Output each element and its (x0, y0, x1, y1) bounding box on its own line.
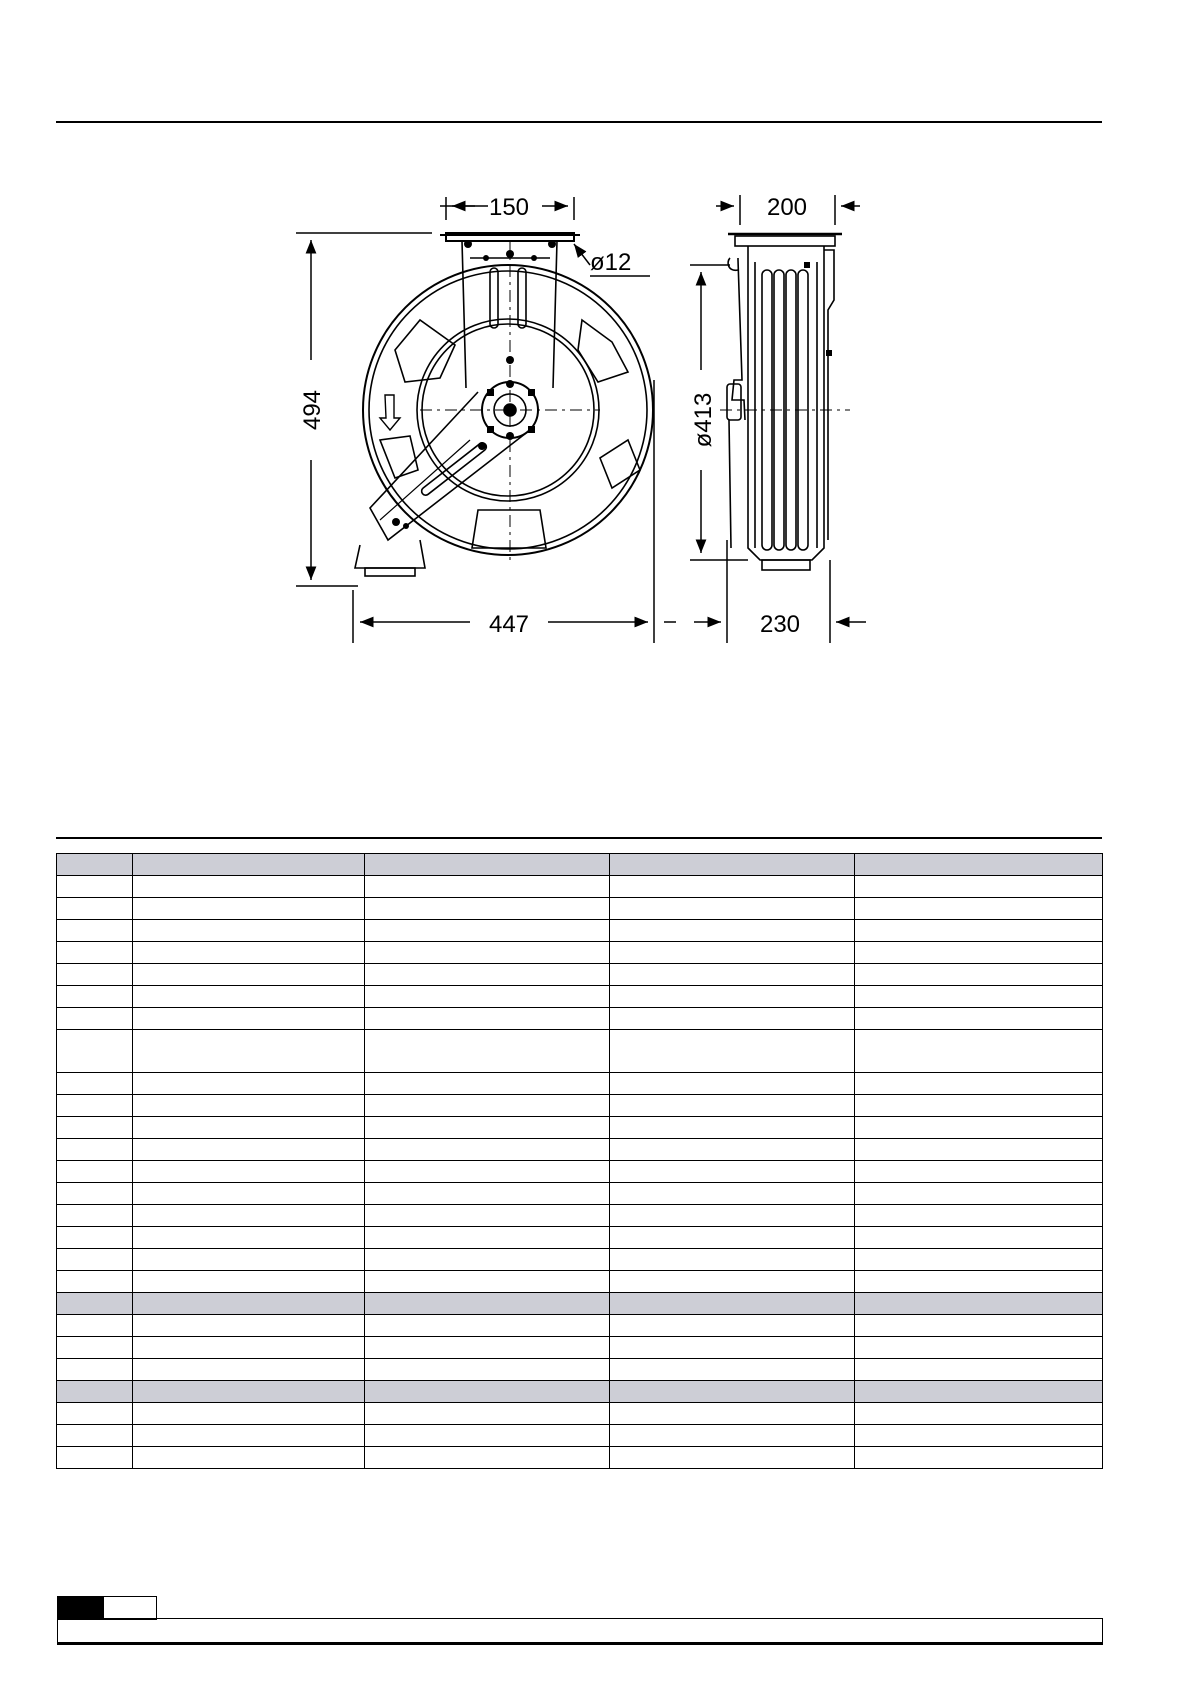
table-cell (133, 1381, 365, 1403)
table-cell (133, 1271, 365, 1293)
table-cell (365, 964, 610, 986)
table-cell (365, 1030, 610, 1073)
table-cell (133, 1030, 365, 1073)
table-row (57, 1073, 1103, 1095)
hose-reel-technical-drawing (0, 0, 1192, 700)
table-cell (133, 1183, 365, 1205)
table-cell (57, 1425, 133, 1447)
table-cell (610, 876, 855, 898)
footer-tab-marker (57, 1596, 157, 1620)
table-cell (57, 1227, 133, 1249)
table-cell (365, 1337, 610, 1359)
table-cell (57, 1337, 133, 1359)
dim-top-width: 150 (488, 194, 530, 221)
table-cell (855, 1117, 1103, 1139)
table-cell (57, 898, 133, 920)
table-cell (855, 986, 1103, 1008)
table-row (57, 1447, 1103, 1469)
table-cell (133, 1447, 365, 1469)
table-cell (133, 1227, 365, 1249)
table-cell (365, 1095, 610, 1117)
table-cell (133, 1008, 365, 1030)
table-cell (365, 1161, 610, 1183)
table-header-row (57, 1381, 1103, 1403)
table-header-row (57, 854, 1103, 876)
table-row (57, 1183, 1103, 1205)
table-cell (57, 1030, 133, 1073)
table-cell (610, 1227, 855, 1249)
table-cell (57, 876, 133, 898)
table-cell (365, 942, 610, 964)
table-cell (365, 1073, 610, 1095)
table-cell (133, 1249, 365, 1271)
table-cell (57, 1381, 133, 1403)
table-cell (57, 964, 133, 986)
table-cell (133, 1073, 365, 1095)
table-cell (610, 1293, 855, 1315)
table-cell (855, 1008, 1103, 1030)
table-cell (610, 986, 855, 1008)
table-cell (855, 876, 1103, 898)
table-row (57, 1359, 1103, 1381)
table-cell (365, 854, 610, 876)
table-row (57, 876, 1103, 898)
table-row (57, 942, 1103, 964)
table-cell (855, 920, 1103, 942)
table-cell (855, 1271, 1103, 1293)
table-cell (365, 1205, 610, 1227)
specification-table (56, 853, 1103, 1469)
table-row (57, 1227, 1103, 1249)
table-cell (365, 1315, 610, 1337)
table-row (57, 1161, 1103, 1183)
table-cell (855, 1183, 1103, 1205)
table-row (57, 1315, 1103, 1337)
table-cell (57, 1447, 133, 1469)
table-cell (133, 920, 365, 942)
table-cell (133, 1403, 365, 1425)
footer-bar (57, 1618, 1103, 1645)
table-row (57, 964, 1103, 986)
side-view (720, 234, 850, 570)
table-row (57, 898, 1103, 920)
table-cell (610, 854, 855, 876)
table-cell (365, 1183, 610, 1205)
front-view-details (392, 240, 556, 529)
table-cell (133, 964, 365, 986)
table-cell (610, 1447, 855, 1469)
table-cell (365, 1425, 610, 1447)
table-cell (610, 920, 855, 942)
table-cell (610, 1073, 855, 1095)
table-cell (610, 1139, 855, 1161)
table-cell (610, 964, 855, 986)
table-cell (610, 1161, 855, 1183)
table-cell (57, 1183, 133, 1205)
table-cell (57, 1293, 133, 1315)
table-cell (855, 1161, 1103, 1183)
table-row (57, 1095, 1103, 1117)
table-cell (365, 920, 610, 942)
table-cell (57, 1073, 133, 1095)
table-cell (57, 1139, 133, 1161)
dim-overall-width: 447 (488, 611, 530, 638)
table-cell (855, 1095, 1103, 1117)
table-cell (57, 920, 133, 942)
table-header-row (57, 1293, 1103, 1315)
table-cell (57, 854, 133, 876)
table-cell (365, 1139, 610, 1161)
table-cell (365, 1403, 610, 1425)
table-cell (610, 1271, 855, 1293)
table-cell (855, 1073, 1103, 1095)
table-cell (610, 1095, 855, 1117)
table-cell (133, 1293, 365, 1315)
table-cell (57, 1205, 133, 1227)
table-top-rule (56, 837, 1102, 839)
table-cell (57, 1249, 133, 1271)
table-cell (365, 1271, 610, 1293)
table-cell (365, 986, 610, 1008)
table-row (57, 1030, 1103, 1073)
table-cell (610, 1117, 855, 1139)
table-cell (855, 1030, 1103, 1073)
table-cell (57, 942, 133, 964)
table-cell (133, 1161, 365, 1183)
table-cell (57, 1008, 133, 1030)
table-cell (365, 1447, 610, 1469)
table-cell (365, 1227, 610, 1249)
table-cell (855, 942, 1103, 964)
table-cell (855, 1425, 1103, 1447)
table-cell (133, 854, 365, 876)
dim-side-base-width: 230 (759, 611, 801, 638)
table-cell (57, 1271, 133, 1293)
table-cell (855, 1293, 1103, 1315)
dim-drum-diameter: ø413 (690, 392, 717, 448)
table-cell (855, 1337, 1103, 1359)
table-cell (855, 898, 1103, 920)
table-cell (855, 1447, 1103, 1469)
table-cell (133, 1205, 365, 1227)
table-cell (610, 1425, 855, 1447)
table-row (57, 1139, 1103, 1161)
table-cell (855, 1381, 1103, 1403)
table-cell (133, 1095, 365, 1117)
table-cell (855, 1315, 1103, 1337)
table-cell (133, 1337, 365, 1359)
table-cell (610, 1205, 855, 1227)
table-cell (610, 1183, 855, 1205)
dim-side-top-width: 200 (766, 194, 808, 221)
table-cell (133, 1139, 365, 1161)
table-cell (133, 1359, 365, 1381)
table-cell (133, 898, 365, 920)
table-cell (855, 1227, 1103, 1249)
table-cell (855, 964, 1103, 986)
table-cell (610, 1381, 855, 1403)
table-cell (855, 1139, 1103, 1161)
table-cell (133, 1425, 365, 1447)
dim-height: 494 (299, 389, 326, 431)
dim-bolt-hole: ø12 (590, 249, 632, 276)
table-cell (855, 1403, 1103, 1425)
table-cell (57, 1161, 133, 1183)
table-cell (610, 1337, 855, 1359)
table-cell (610, 898, 855, 920)
table-cell (855, 1249, 1103, 1271)
table-row (57, 1205, 1103, 1227)
table-cell (855, 1205, 1103, 1227)
table-row (57, 1337, 1103, 1359)
table-cell (610, 942, 855, 964)
table-row (57, 1271, 1103, 1293)
table-cell (610, 1315, 855, 1337)
table-cell (57, 1403, 133, 1425)
table-cell (610, 1359, 855, 1381)
table-cell (365, 1249, 610, 1271)
table-cell (855, 854, 1103, 876)
table-cell (610, 1249, 855, 1271)
table-cell (365, 1117, 610, 1139)
table-row (57, 986, 1103, 1008)
table-cell (365, 876, 610, 898)
table-cell (57, 1095, 133, 1117)
table-cell (57, 1117, 133, 1139)
table-cell (133, 986, 365, 1008)
table-row (57, 1117, 1103, 1139)
table-cell (57, 1315, 133, 1337)
table-cell (133, 1315, 365, 1337)
table-cell (133, 876, 365, 898)
table-cell (365, 898, 610, 920)
table-row (57, 1403, 1103, 1425)
table-cell (365, 1359, 610, 1381)
table-row (57, 1008, 1103, 1030)
table-row (57, 920, 1103, 942)
table-cell (365, 1293, 610, 1315)
table-cell (365, 1381, 610, 1403)
table-row (57, 1249, 1103, 1271)
table-cell (610, 1403, 855, 1425)
front-view (355, 233, 653, 576)
table-cell (133, 942, 365, 964)
table-cell (610, 1030, 855, 1073)
table-cell (57, 1359, 133, 1381)
table-cell (133, 1117, 365, 1139)
table-row (57, 1425, 1103, 1447)
footer-tab-dark (58, 1597, 104, 1619)
table-cell (855, 1359, 1103, 1381)
table-cell (365, 1008, 610, 1030)
table-cell (57, 986, 133, 1008)
table-cell (610, 1008, 855, 1030)
